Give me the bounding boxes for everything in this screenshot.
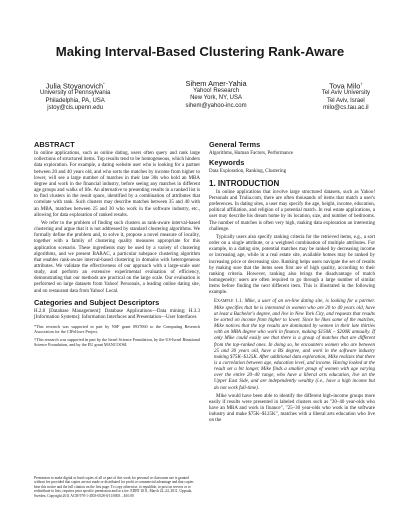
author-affiliation: Yahoo! Research bbox=[193, 88, 240, 94]
author-affiliation: Tel Aviv University bbox=[321, 90, 370, 97]
author-city: New York, NY, USA bbox=[190, 95, 243, 102]
intro-paragraph-2: Typically users also specify ranking criteria for the retrieved items, e.g., a sort order on a single attribute, or a weighted combination of multiple attributes. For example, in a dating site, potential matches may be ranked by decreasing income or increasing age, while in a real estate site, available homes may be ranked by increasing price or decreasing size. Ranking helps users navigate the set of results by making sure that the items seen first are of high quality, according to their ranking criteria. However, ranking also brings the disadvantage of match homogeneity: users are often required to go through a large number of similar items before finding the next different item. This is illustrated in the following example. bbox=[209, 234, 375, 296]
left-column bbox=[34, 142, 200, 347]
author-name: Tova Milo bbox=[329, 81, 361, 91]
keywords-heading: Keywords bbox=[209, 158, 245, 168]
abstract-paragraph-1: In online applications, such as online dating, users often query and rank large collections of structured items. Top results tend to be homogeneous, which hinders data exploration. For example, a dating website user who is looking for a partner between 20 and 40 years old, and who sorts the matches by income from higher to lower, will see a large number of matches in their late 30s who hold an MBA degree and work in the financial industry, before seeing any matches in different age groups and walks of life. An alternative to presenting results in a ranked list is to find clusters in the result space, identified by a combination of attributes that correlate with rank. Such clusters may describe matches between 35 and 40 with an MBA, matches between 25 and 30 who work in the software industry, etc., allowing for data exploration of ranked results. bbox=[34, 151, 200, 218]
intro-paragraph-1: In online applications that involve large structured datasets, such as Yahoo! Personals and Trulia.com, there are often thousands of items that match a user's preferences. In dating sites, a user may specify the age, height, income, education, political affiliation, and religion of a potential match. In real estate applications, a user may describe his dream home by its location, size, and number of bedrooms. The number of matches is often very high, making data exploration an interesting challenge. bbox=[209, 189, 375, 232]
author-1 bbox=[40, 79, 110, 112]
general-terms-text: Algorithms, Human Factors, Performance bbox=[209, 151, 294, 157]
author-city: Philadelphia, PA, USA bbox=[45, 97, 105, 104]
author-email: milo@cs.tau.ac.il bbox=[323, 105, 369, 112]
author-name: Sihem Amer-Yahia bbox=[185, 79, 247, 88]
author-affiliation: University of Pennsylvania bbox=[40, 90, 111, 97]
paper-title: Making Interval-Based Clustering Rank-Aware bbox=[55, 44, 345, 59]
footnote-mark: * bbox=[103, 81, 105, 86]
abstract-paragraph-2: We refer to the problem of finding such clusters as rank-aware interval-based clustering and argue that it is not addressed by standard clustering algorithms. We formally define the problem and, to solve it, propose a novel measure of locality, together with a family of clustering quality measures appropriate for this application scenario. These ingredients may be used by a variety of clustering algorithms, and we present BARAC, a particular subspace clustering algorithm that enables rank-aware interval-based clustering in domains with heterogeneous attributes. We validate the effectiveness of our approach with a large-scale user study, and perform an extensive experimental evaluation of efficiency, demonstrating that our methods are practical on the large scale. Our evaluation is performed on large datasets from Yahoo! Personals, a leading online dating site, and on restaurant data from Yahoo! Local. bbox=[34, 220, 200, 294]
right-column bbox=[209, 142, 375, 427]
permission-notice: Permission to make digital or hard copies of all or part of this work for personal or classroom use is granted without fee provided that copies are not made or distributed for profit or commercial advantage and that copies bear this notice and the full citation on the first page. To copy otherwise, to republish, to post on servers or to redistribute to lists, requires prior specific permission and/or a fee. EDBT 2011, March 22–24, 2011, Uppsala, Sweden. Copyright 2011 ACM 978-1-4503-0528-0/11/0003 ...$10.00 bbox=[34, 476, 194, 498]
author-block bbox=[40, 79, 370, 112]
footnote-2: †This research was supported in part by the Israel Science Foundation, by the US-Israel Binational Science Foundation, and by the EU grant MANCOOSI. bbox=[34, 337, 200, 348]
author-email: jstoy@cis.upenn.edu bbox=[47, 105, 104, 112]
example-text: Mike, a user of an on-line dating site, is looking for a partner. Mike specifies that he is interested in women who are 20 to 40 years old, have at least a Bachelor's degree, and live in New York City, and requests that results be sorted on income from higher to lower. Since he likes some of the matches, Mike notices that the top results are dominated by women in their late thirties with an MBA degree who work in finance, making $150K – $200K annually. If only Mike could easily see that there is a group of matches that are different from the top-ranked ones. In doing so, he encounters women who are between 25 and 30 years old, have a BS degree, and work in the software industry making $75K–$125K. After additional data exploration, Mike realizes that there is a correlation between age, education level, and income. Having looked at the result set a bit longer, Mike finds a smaller group of women with age varying over the entire 20–40 range, who have a liberal arts education, live on the Upper East Side, and are independently wealthy (i.e., have a high income but do not work full-time). bbox=[214, 299, 376, 391]
general-terms-heading: General Terms bbox=[209, 140, 261, 149]
author-city: Tel Aviv, Israel bbox=[326, 97, 365, 104]
abstract-heading: ABSTRACT bbox=[34, 140, 75, 149]
footnote-mark: † bbox=[360, 81, 363, 86]
keywords-text: Data Exploration, Ranking, Clustering bbox=[209, 169, 287, 175]
author-email: sihem@yahoo-inc.com bbox=[185, 102, 247, 109]
example-label: Example 1.1. bbox=[214, 299, 243, 305]
author-2 bbox=[186, 79, 247, 112]
example-block bbox=[214, 299, 375, 391]
categories-heading: Categories and Subject Descriptors bbox=[34, 297, 160, 307]
author-name: Julia Stoyanovich bbox=[45, 81, 104, 91]
intro-heading: 1. INTRODUCTION bbox=[209, 178, 280, 188]
intro-paragraph-3: Mike would have been able to identify the different high-income groups more easily if results were presented in labeled clusters such as "20–40 year-olds who have an MBA and work in finance", "25–30 year-olds who work in the software industry and make $75K–$125K", matches with a liberal arts education who live on the bbox=[209, 393, 375, 424]
footnote-1: *This research was supported in part by NSF grant 0937060 to the Computing Research Association for the CIFellows Project. bbox=[34, 324, 200, 335]
author-3 bbox=[322, 79, 370, 112]
categories-text: H.2.8 [Database Management]: Database Applications—Data mining; H.3.3 [Information Systems]: Information Interfaces and Presentation—User Interfaces bbox=[34, 308, 200, 321]
